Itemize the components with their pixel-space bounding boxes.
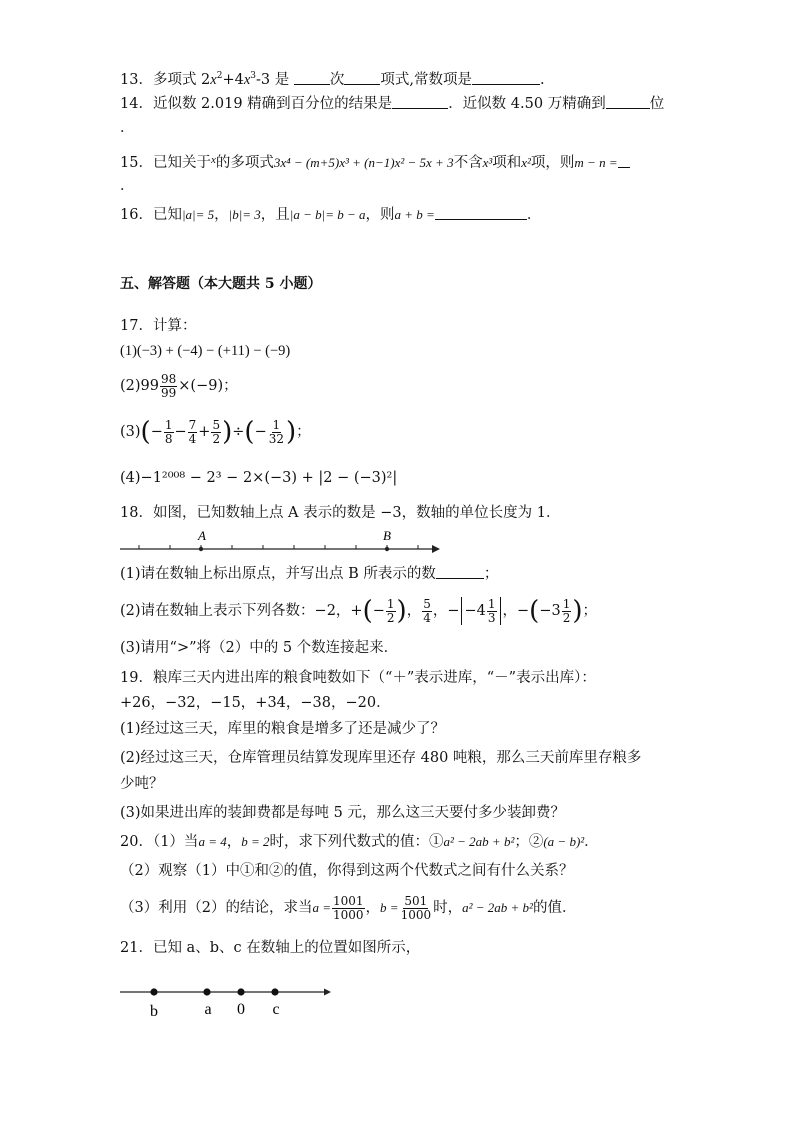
point-c [271,988,278,995]
q17-part-2: (2)99 $\frac{98}{99}$ ×(−9)； [120,371,238,400]
label-zero: 0 [237,1001,245,1018]
point-b [385,547,389,551]
question-16: 16．已知|a|= 5，|b|= 3，且|a − b|= b − a，则a + b = ． [120,207,542,223]
q19-data: +26，−32，−15，+34，−38，−20． [120,695,391,711]
answer-blank[interactable] [606,94,650,109]
label-c: c [272,1001,280,1018]
question-20-part-2: （2）观察（1）中①和②的值，你得到这两个代数式之间有什么关系？ [120,863,574,879]
answer-blank[interactable] [618,153,630,168]
q18-part-1: (1)请在数轴上标出原点，并写出点 B 所表示的数 ； [120,566,499,582]
question-20-part-3: （3）利用（2）的结论，求当a = $\frac{1001}{1000}$ ，b = $\frac{501}{1000}$ 时，a² − 2ab + b²的值． [120,893,577,922]
question-15-period: ． [120,178,135,194]
answer-blank[interactable] [472,70,540,85]
q17-part-4: (4)−1²⁰⁰⁸ − 2³ − 2×(−3) + |2 − (−3)²| [120,470,398,486]
number-line-abc [120,978,340,1022]
answer-blank[interactable] [435,205,527,220]
label-a: a [204,1001,212,1018]
number-line-ab [120,526,440,562]
point-b-label: B [383,528,391,543]
q19-part-3: (3)如果进出库的装卸费都是每吨 5 元，那么这三天要付多少装卸费？ [120,805,565,821]
q19-part-1: (1)经过这三天，库里的粮食是增多了还是减少了？ [120,721,446,737]
question-20-part-1: 20．（1）当a = 4，b = 2时，求下列代数式的值：①a² − 2ab + b²；②(a − b)²． [120,834,599,850]
section-title: 五、解答题（本大题共 5 小题） [120,276,322,292]
question-18-title: 18．如图，已知数轴上点 A 表示的数是 −3，数轴的单位长度为 1． [120,505,561,521]
point-a [199,547,203,551]
answer-blank[interactable] [344,70,380,85]
q19-part-2a: (2)经过这三天，仓库管理员结算发现库里还存 480 吨粮，那么三天前库里存粮多 [120,750,642,766]
label-b: b [150,1003,158,1020]
point-b [150,988,157,995]
axis-arrow [432,545,440,553]
axis-arrow [324,989,331,996]
point-a [203,988,210,995]
question-19-title: 19．粮库三天内进出库的粮食吨数如下（“＋”表示进库，“－”表示出库）： [120,670,596,686]
q19-part-2b: 少吨？ [120,776,164,792]
number-line-ab-svg [120,526,440,562]
point-zero [237,988,244,995]
question-15: 15．已知关于$^x$的多项式3x⁴ − (m+5)x³ + (n−1)x² − 5x + 3不含x³项和x²项，则m − n = [120,150,683,173]
question-17-title: 17．计算： [120,318,197,334]
question-number: 13． [120,71,153,88]
point-a-label: A [198,528,206,543]
q18-part-2: (2)请在数轴上表示下列各数：−2，+(− $\frac{1}{2}$ )， $\frac{5}{4}$ ，− −4 $\frac{1}{3}$ ，−(−3 $\frac{1}{2}$ )； [120,596,597,626]
question-21-title: 21．已知 a、b、c 在数轴上的位置如图所示， [120,940,421,956]
question-14-period: ． [120,120,135,136]
question-13: 13．多项式 $2x^2+4x^3-3$ 是 次 项式,常数项是 . [120,71,545,88]
answer-blank[interactable] [294,70,330,85]
q17-part-3: (3)(− $\frac{1}{8}$ − $\frac{7}{4}$ + $\frac{5}{2}$ )÷(− $\frac{1}{32}$ )； [120,417,311,447]
q18-part-3: (3)请用“>”将（2）中的 5 个数连接起来． [120,640,399,656]
q17-part-1: (1)(−3) + (−4) − (+11) − (−9) [120,343,291,359]
question-14: 14．近似数 2.019 精确到百分位的结果是 ．近似数 4.50 万精确到 位 [120,96,665,112]
answer-blank[interactable] [392,94,448,109]
number-line-abc-svg [120,978,340,1022]
answer-blank[interactable] [436,564,484,579]
